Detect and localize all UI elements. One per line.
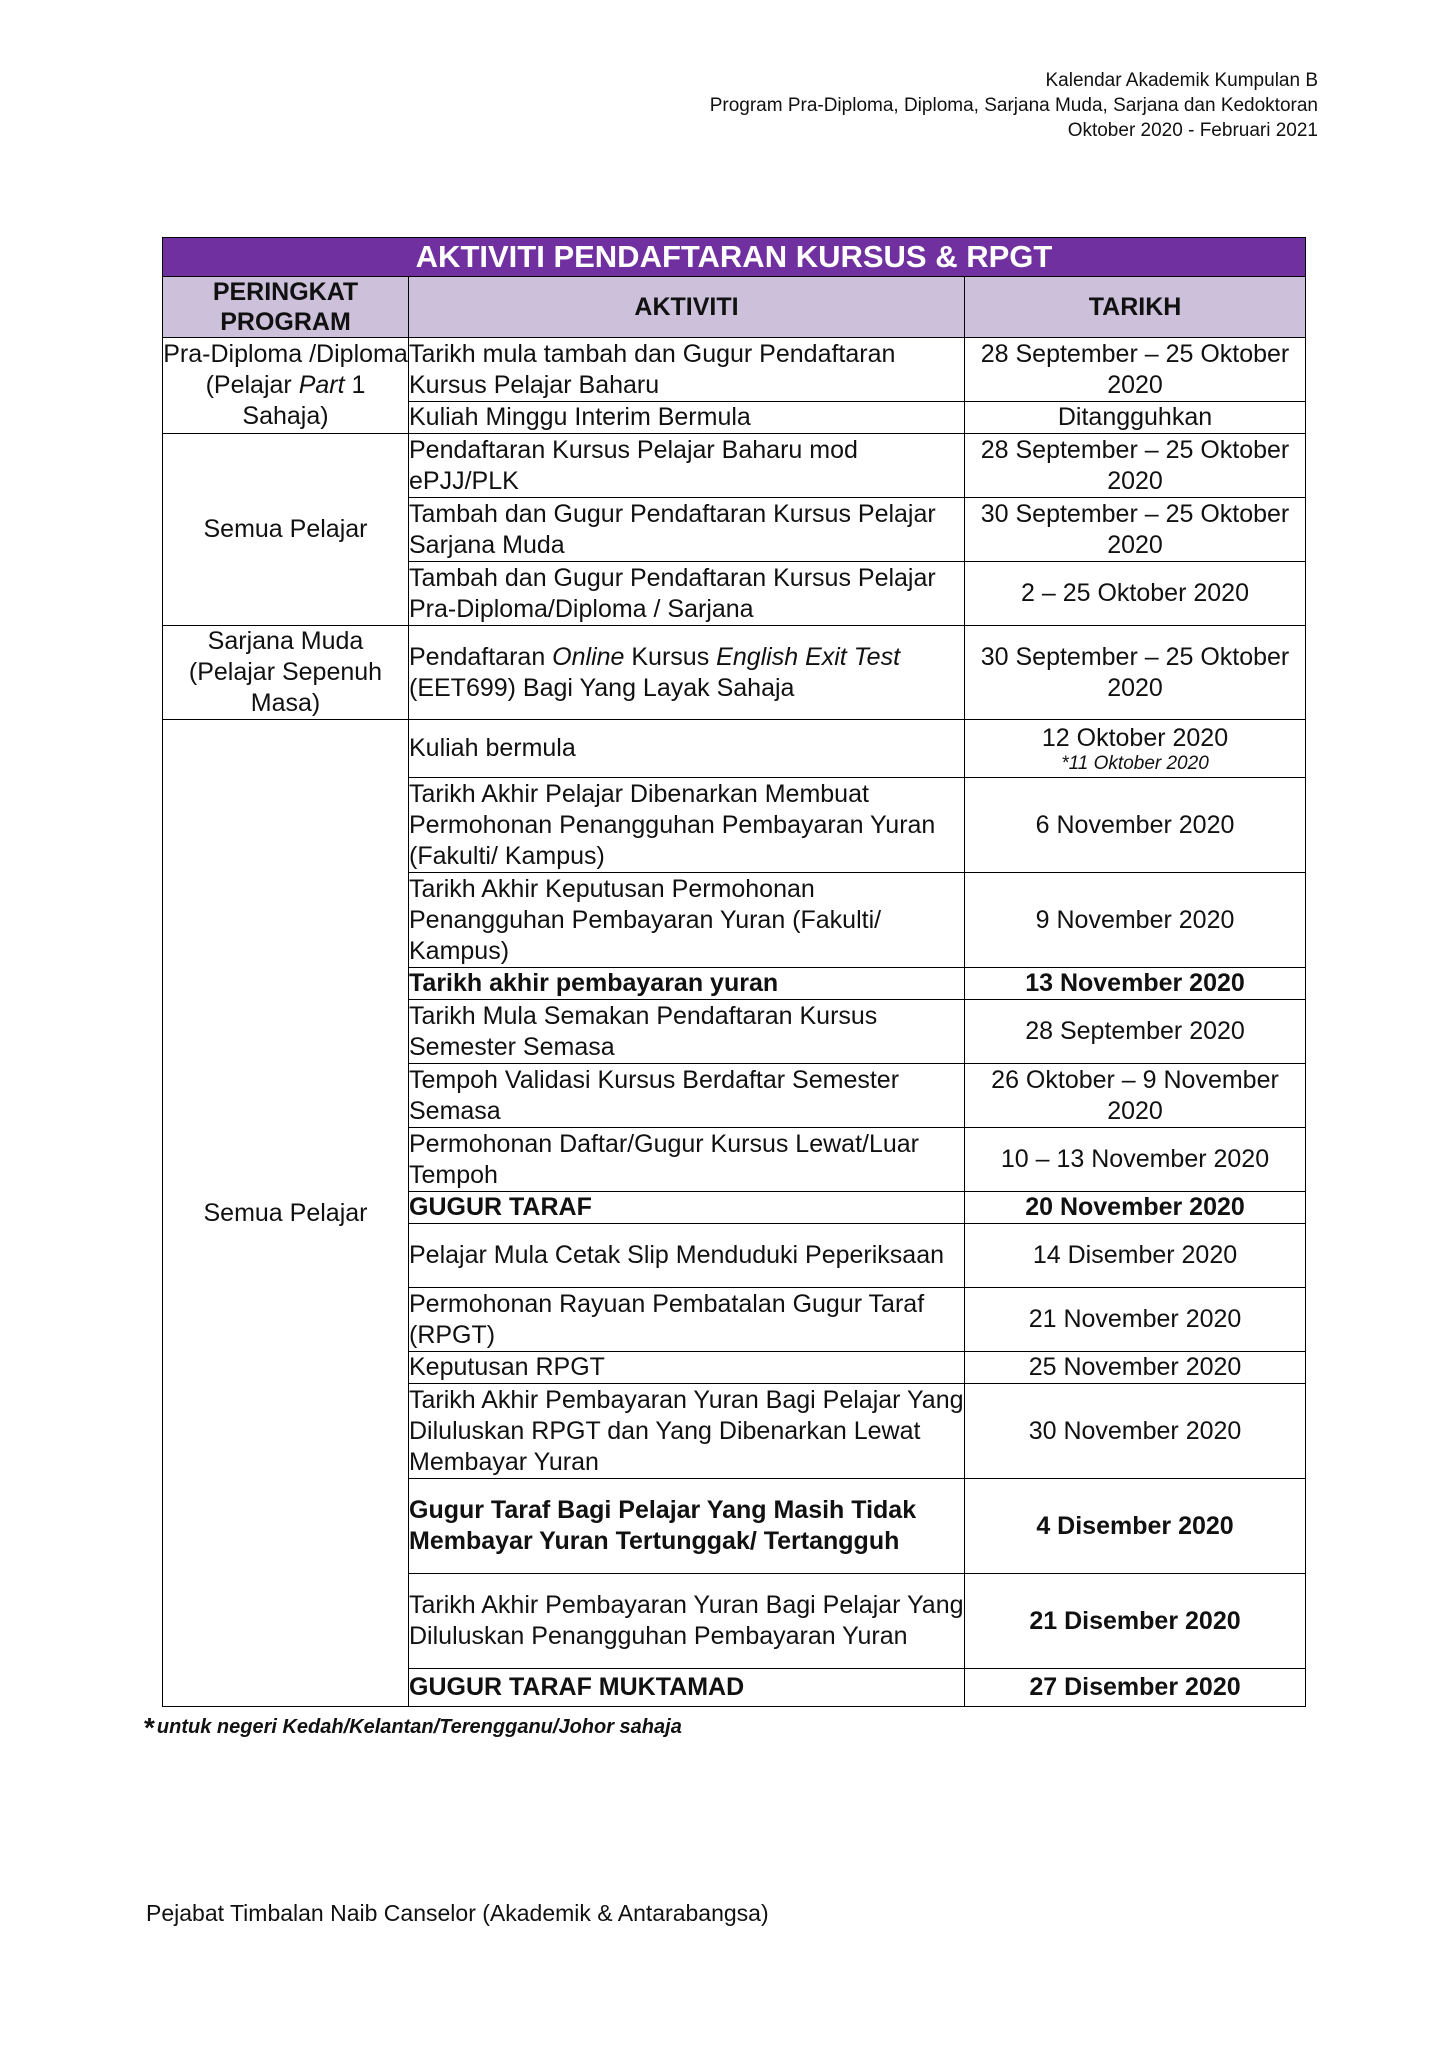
date-cell: 10 – 13 November 2020 [965,1128,1306,1192]
page-footer: Pejabat Timbalan Naib Canselor (Akademik & Antarabangsa) [146,1900,769,1926]
activity-cell: Permohonan Rayuan Pembatalan Gugur Taraf (RPGT) [409,1288,965,1352]
date-cell: 4 Disember 2020 [965,1479,1306,1574]
date-cell: 25 November 2020 [965,1352,1306,1384]
date-cell: 28 September 2020 [965,1000,1306,1064]
activity-cell: Tambah dan Gugur Pendaftaran Kursus Pelajar Sarjana Muda [409,498,965,562]
activity-text: Pendaftaran [409,642,553,671]
date-cell: 28 September – 25 Oktober 2020 [965,434,1306,498]
activity-cell: Tarikh Akhir Pelajar Dibenarkan Membuat Permohonan Penangguhan Pembayaran Yuran (Fakulti/ Kampus) [409,778,965,873]
document-header [710,68,1318,143]
header-period: Oktober 2020 - Februari 2021 [1067,120,1318,141]
date-text: 12 Oktober 2020 [1041,724,1229,752]
date-cell: 21 November 2020 [965,1288,1306,1352]
date-cell: 14 Disember 2020 [965,1224,1306,1288]
activity-cell: Gugur Taraf Bagi Pelajar Yang Masih Tidak Membayar Yuran Tertunggak/ Tertangguh [409,1479,965,1574]
program-level-part: Part [298,371,345,399]
date-cell: 30 November 2020 [965,1384,1306,1479]
activity-cell: GUGUR TARAF [409,1192,965,1224]
date-cell: 9 November 2020 [965,873,1306,968]
program-level-cell: Semua Pelajar [163,720,409,1707]
date-cell: 6 November 2020 [965,778,1306,873]
table-row [163,626,1306,720]
program-level-cell: Sarjana Muda (Pelajar Sepenuh Masa) [163,626,409,720]
table-header-row [163,277,1306,338]
header-programs: Program Pra-Diploma, Diploma, Sarjana Muda, Sarjana dan Kedoktoran [709,95,1318,116]
date-footnote: *11 Oktober 2020 [1061,753,1209,774]
activity-cell: Keputusan RPGT [409,1352,965,1384]
activity-cell: Pelajar Mula Cetak Slip Menduduki Peperiksaan [409,1224,965,1288]
activity-cell: Tambah dan Gugur Pendaftaran Kursus Pelajar Pra-Diploma/Diploma / Sarjana [409,562,965,626]
registration-calendar-table [162,237,1306,1707]
date-cell: 30 September – 25 Oktober 2020 [965,626,1306,720]
date-cell: 27 Disember 2020 [965,1669,1306,1707]
activity-cell: Tarikh Akhir Pembayaran Yuran Bagi Pelajar Yang Diluluskan RPGT dan Yang Dibenarkan Lewat Membayar Yuran [409,1384,965,1479]
activity-cell: GUGUR TARAF MUKTAMAD [409,1669,965,1707]
activity-text: (EET699) Bagi Yang Layak Sahaja [409,673,795,702]
column-header-activity: AKTIVITI [409,277,965,338]
date-cell [965,720,1306,778]
date-cell: 20 November 2020 [965,1192,1306,1224]
activity-cell: Tarikh Akhir Pembayaran Yuran Bagi Pelajar Yang Diluluskan Penangguhan Pembayaran Yuran [409,1574,965,1669]
activity-cell: Permohonan Daftar/Gugur Kursus Lewat/Luar Tempoh [409,1128,965,1192]
activity-cell: Tarikh akhir pembayaran yuran [409,968,965,1000]
date-cell: 13 November 2020 [965,968,1306,1000]
activity-text: Kursus [624,642,717,671]
activity-cell: Tempoh Validasi Kursus Berdaftar Semester Semasa [409,1064,965,1128]
program-level-cell: Semua Pelajar [163,434,409,626]
date-cell: 30 September – 25 Oktober 2020 [965,498,1306,562]
activity-cell: Tarikh Akhir Keputusan Permohonan Penangguhan Pembayaran Yuran (Fakulti/ Kampus) [409,873,965,968]
date-cell: Ditangguhkan [965,402,1306,434]
table-row [163,338,1306,402]
program-level-text: 1 Sahaja) [242,371,366,430]
date-cell: 26 Oktober – 9 November 2020 [965,1064,1306,1128]
date-cell: 21 Disember 2020 [965,1574,1306,1669]
activity-cell: Pendaftaran Kursus Pelajar Baharu mod ePJJ/PLK [409,434,965,498]
table-row [163,434,1306,498]
activity-text-italic: Online [552,642,625,671]
program-level-cell [163,338,409,434]
program-level-text: Pra-Diploma /Diploma (Pelajar [163,340,408,399]
table-title-row [163,238,1306,277]
column-header-date: TARIKH [965,277,1306,338]
activity-cell: Tarikh mula tambah dan Gugur Pendaftaran Kursus Pelajar Baharu [409,338,965,402]
header-title: Kalendar Akademik Kumpulan B [1045,70,1318,91]
date-cell: 28 September – 25 Oktober 2020 [965,338,1306,402]
table-title: AKTIVITI PENDAFTARAN KURSUS & RPGT [163,238,1306,277]
footnote-star: * [144,1712,155,1743]
column-header-program: PERINGKAT PROGRAM [163,277,409,338]
table-row [163,720,1306,778]
date-cell: 2 – 25 Oktober 2020 [965,562,1306,626]
footnote-text: untuk negeri Kedah/Kelantan/Terengganu/Johor sahaja [156,1716,682,1738]
activity-text-italic: English Exit Test [716,642,901,671]
activity-cell [409,626,965,720]
activity-cell: Tarikh Mula Semakan Pendaftaran Kursus Semester Semasa [409,1000,965,1064]
activity-cell: Kuliah bermula [409,720,965,778]
activity-cell: Kuliah Minggu Interim Bermula [409,402,965,434]
footnote [144,1712,682,1744]
